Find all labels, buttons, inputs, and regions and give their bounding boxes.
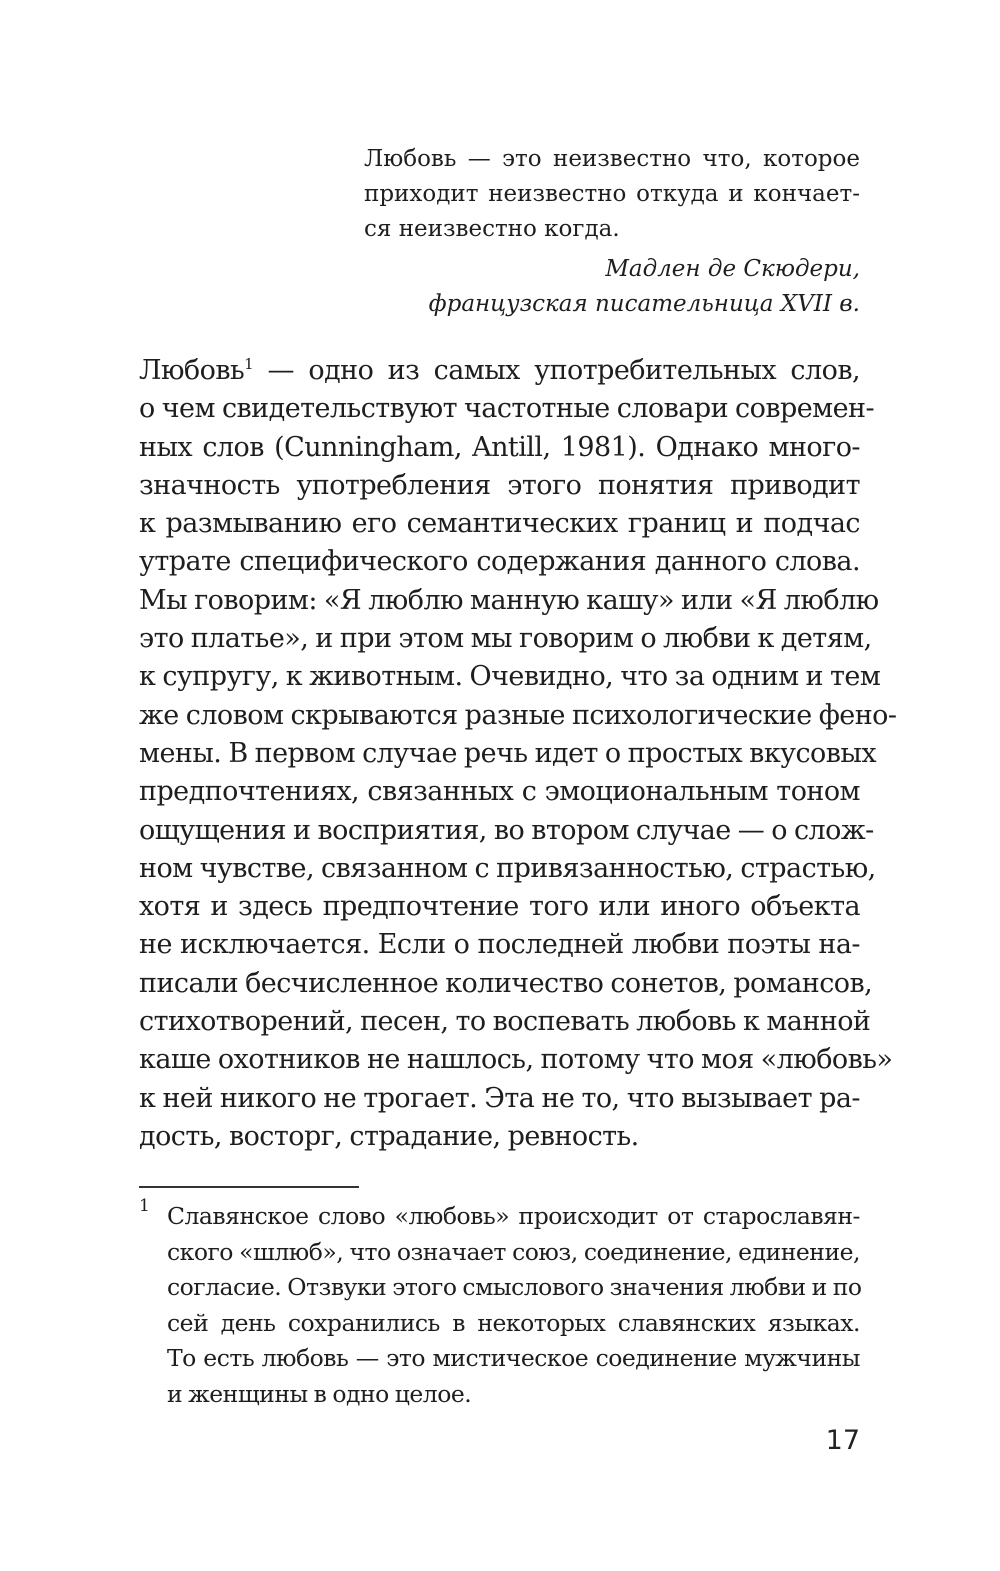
epigraph-line: приходит неизвестно откуда и кончает- — [364, 181, 860, 207]
body-line: о чем свидетельствуют частотные словари современ- — [139, 393, 875, 425]
epigraph-attribution — [429, 252, 860, 322]
epigraph-line: ся неизвестно когда. — [364, 216, 620, 242]
footnote-line: Славянское слово «любовь» происходит от старославян- — [167, 1202, 860, 1230]
body-line: дость, восторг, страдание, ревность. — [139, 1120, 639, 1152]
footnote-divider — [139, 1186, 359, 1188]
body-line: это платье», и при этом мы говорим о любви к детям, — [139, 623, 872, 655]
body-text — [139, 352, 897, 1156]
first-word: Любовь — [139, 355, 245, 386]
footnote — [167, 1199, 860, 1412]
epigraph-author: Мадлен де Скюдери, — [605, 256, 860, 282]
body-line: к супругу, к животным. Очевидно, что за одним и тем — [139, 661, 881, 693]
body-line — [139, 352, 860, 390]
epigraph-author-description: французская писательница XVII в. — [428, 291, 860, 317]
footnote-line: и женщины в одно целое. — [167, 1379, 472, 1408]
first-line-rest: — одно из самых употребительных слов, — [253, 355, 860, 386]
body-line: к ней никого не трогает. Эта не то, что вызывает ра- — [139, 1082, 860, 1114]
footnote-line: сей день сохранились в некоторых славянских языках. — [167, 1308, 860, 1337]
body-line: мены. В первом случае речь идет о простых вкусовых — [139, 737, 877, 769]
epigraph-line: Любовь — это неизвестно что, которое — [364, 146, 860, 172]
body-line: утрате специфического содержания данного слова. — [139, 546, 860, 578]
body-line: хотя и здесь предпочтение того или иного объекта — [139, 891, 860, 923]
body-line: писали бесчисленное количество сонетов, романсов, — [139, 967, 873, 999]
footnote-marker: 1 — [139, 1196, 150, 1216]
epigraph — [364, 142, 860, 247]
footnote-line: ского «шлюб», что означает союз, соединение, единение, — [167, 1237, 860, 1266]
body-line: же словом скрываются разные психологические фено- — [139, 699, 897, 731]
footnote-line: согласие. Отзвуки этого смыслового значения любви и по — [167, 1273, 862, 1301]
body-line: значность употребления этого понятия приводит — [139, 469, 860, 501]
body-line: ощущения и восприятия, во втором случае — о слож- — [139, 814, 874, 846]
body-line: к размыванию его семантических границ и подчас — [139, 508, 860, 540]
body-line: стихотворений, песен, то воспевать любовь к манной — [139, 1006, 871, 1038]
page-number: 17 — [825, 1425, 860, 1456]
body-line: ном чувстве, связанном с привязанностью, страстью, — [139, 852, 876, 884]
body-line: каше охотников не нашлось, потому что моя «любовь» — [139, 1044, 893, 1076]
body-line: ных слов (Cunningham, Antill, 1981). Однако много- — [139, 431, 860, 463]
body-line: предпочтениях, связанных с эмоциональным тоном — [139, 776, 860, 808]
body-line: Мы говорим: «Я люблю манную кашу» или «Я люблю — [139, 584, 879, 616]
body-line: не исключается. Если о последней любви поэты на- — [139, 929, 860, 961]
footnote-reference[interactable]: 1 — [244, 355, 254, 373]
footnote-line: То есть любовь — это мистическое соединение мужчины — [167, 1344, 860, 1372]
